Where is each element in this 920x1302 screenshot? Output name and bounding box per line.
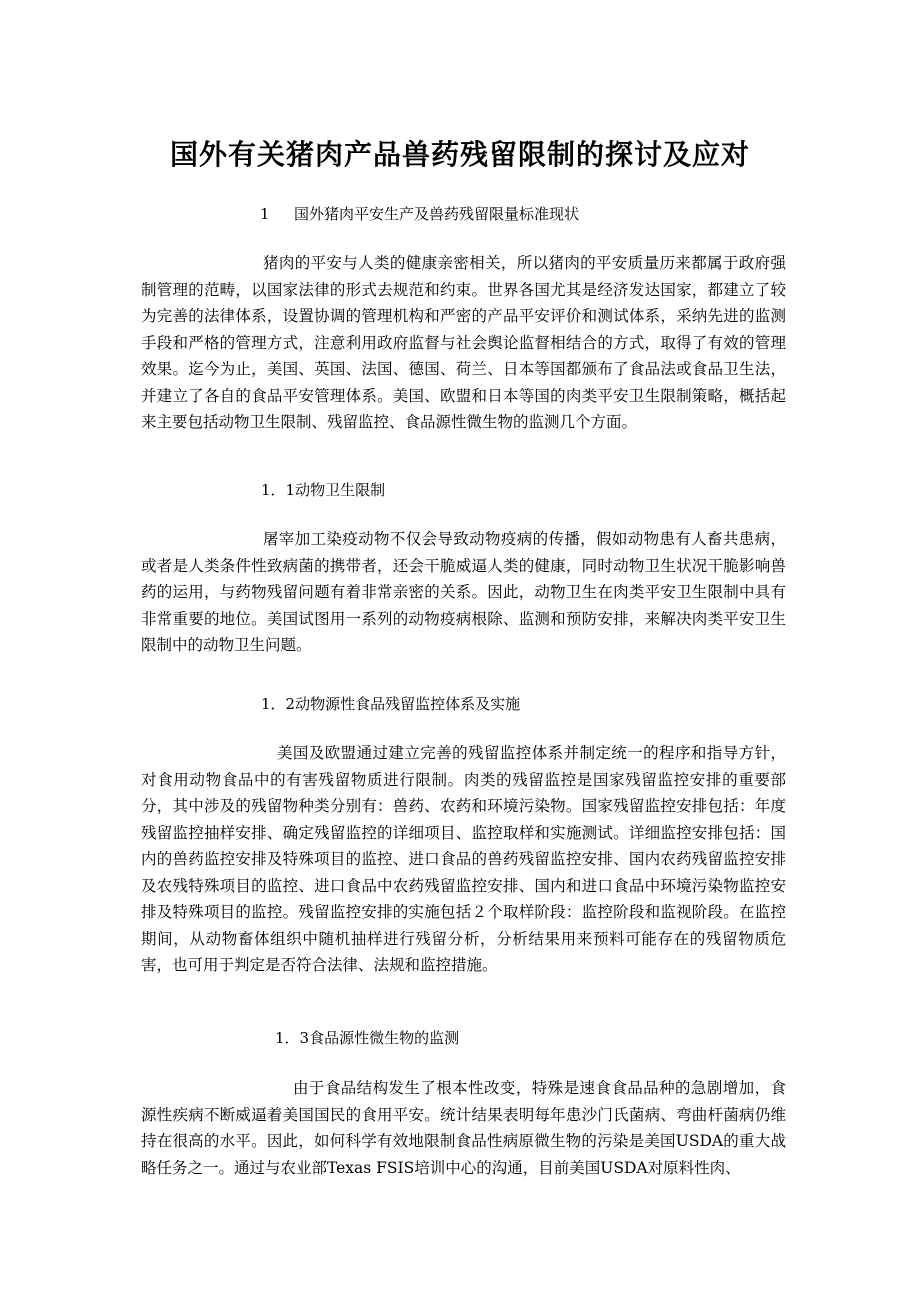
paragraph-text: 屠宰加工染疫动物不仅会导致动物疫病的传播，假如动物患有人畜共患病，或者是人类条件性致病菌的携带者，还会干脆威逼人类的健康，同时动物卫生状况干脆影响兽药的运用，与药物残留问题有着非常亲密的关系。因此，动物卫生在肉类平安卫生限制中具有非常重要的地位。美国试图用一系列的动物疫病根除、监测和预防安排，来解决肉类平安卫生限制中的动物卫生问题。 bbox=[141, 530, 786, 654]
document-title: 国外有关猪肉产品兽药残留限制的探讨及应对 bbox=[169, 138, 750, 171]
section-heading-text: 食品源性微生物的监测 bbox=[309, 1029, 460, 1047]
section-heading-text: 动物源性食品残留监控体系及实施 bbox=[295, 695, 521, 713]
section-heading-text: 动物卫生限制 bbox=[295, 481, 386, 499]
section-heading bbox=[261, 478, 385, 502]
section-number: 1．1 bbox=[261, 481, 296, 499]
section-heading bbox=[275, 1026, 459, 1050]
section-heading bbox=[261, 692, 520, 716]
section-number: 1 bbox=[260, 205, 270, 223]
section-paragraph bbox=[141, 250, 786, 436]
section-number: 1．3 bbox=[275, 1029, 310, 1047]
paragraph-text: 由于食品结构发生了根本性改变，特殊是速食食品品种的急剧增加，食源性疾病不断威逼着美国国民的食用平安。统计结果表明每年患沙门氏菌病、弯曲杆菌病仍维持在很高的水平。因此，如何科学有效地限制食品性病原微生物的污染是美国USDA的重大战略任务之一。通过与农业部Texas FSIS培训中心的沟通，目前美国USDA对原料性肉、 bbox=[141, 1079, 786, 1177]
section-number: 1．2 bbox=[261, 695, 296, 713]
section-paragraph bbox=[141, 1075, 786, 1181]
section-heading-text: 国外猪肉平安生产及兽药残留限量标准现状 bbox=[294, 205, 580, 223]
paragraph-text: 美国及欧盟通过建立完善的残留监控体系并制定统一的程序和指导方针，对食用动物食品中的有害残留物质进行限制。肉类的残留监控是国家残留监控安排的重要部分，其中涉及的残留物种类分别有：兽药、农药和环境污染物。国家残留监控安排包括：年度残留监控抽样安排、确定残留监控的详细项目、监控取样和实施测试。详细监控安排包括：国内的兽药监控安排及特殊项目的监控、进口食品的兽药残留监控安排、国内农药残留监控安排及农残特殊项目的监控、进口食品中农药残留监控安排、国内和进口食品中环境污染物监控安排及特殊项目的监控。残留监控安排的实施包括２个取样阶段：监控阶段和监视阶段。在监控期间，从动物畜体组织中随机抽样进行残留分析，分析结果用来预料可能存在的残留物质危害，也可用于判定是否符合法律、法规和监控措施。 bbox=[141, 744, 786, 974]
section-paragraph bbox=[141, 526, 786, 659]
paragraph-text: 猪肉的平安与人类的健康亲密相关，所以猪肉的平安质量历来都属于政府强制管理的范畴，以国家法律的形式去规范和约束。世界各国尤其是经济发达国家，都建立了较为完善的法律体系，设置协调的管理机构和严密的产品平安评价和测试体系，采纳先进的监测手段和严格的管理方式，注意利用政府监督与社会舆论监督相结合的方式，取得了有效的管理效果。迄今为止，美国、英国、法国、德国、荷兰、日本等国都颁布了食品法或食品卫生法，并建立了各自的食品平安管理体系。美国、欧盟和日本等国的肉类平安卫生限制策略，概括起来主要包括动物卫生限制、残留监控、食品源性微生物的监测几个方面。 bbox=[141, 254, 786, 431]
section-heading bbox=[260, 202, 579, 226]
section-paragraph bbox=[141, 740, 786, 979]
